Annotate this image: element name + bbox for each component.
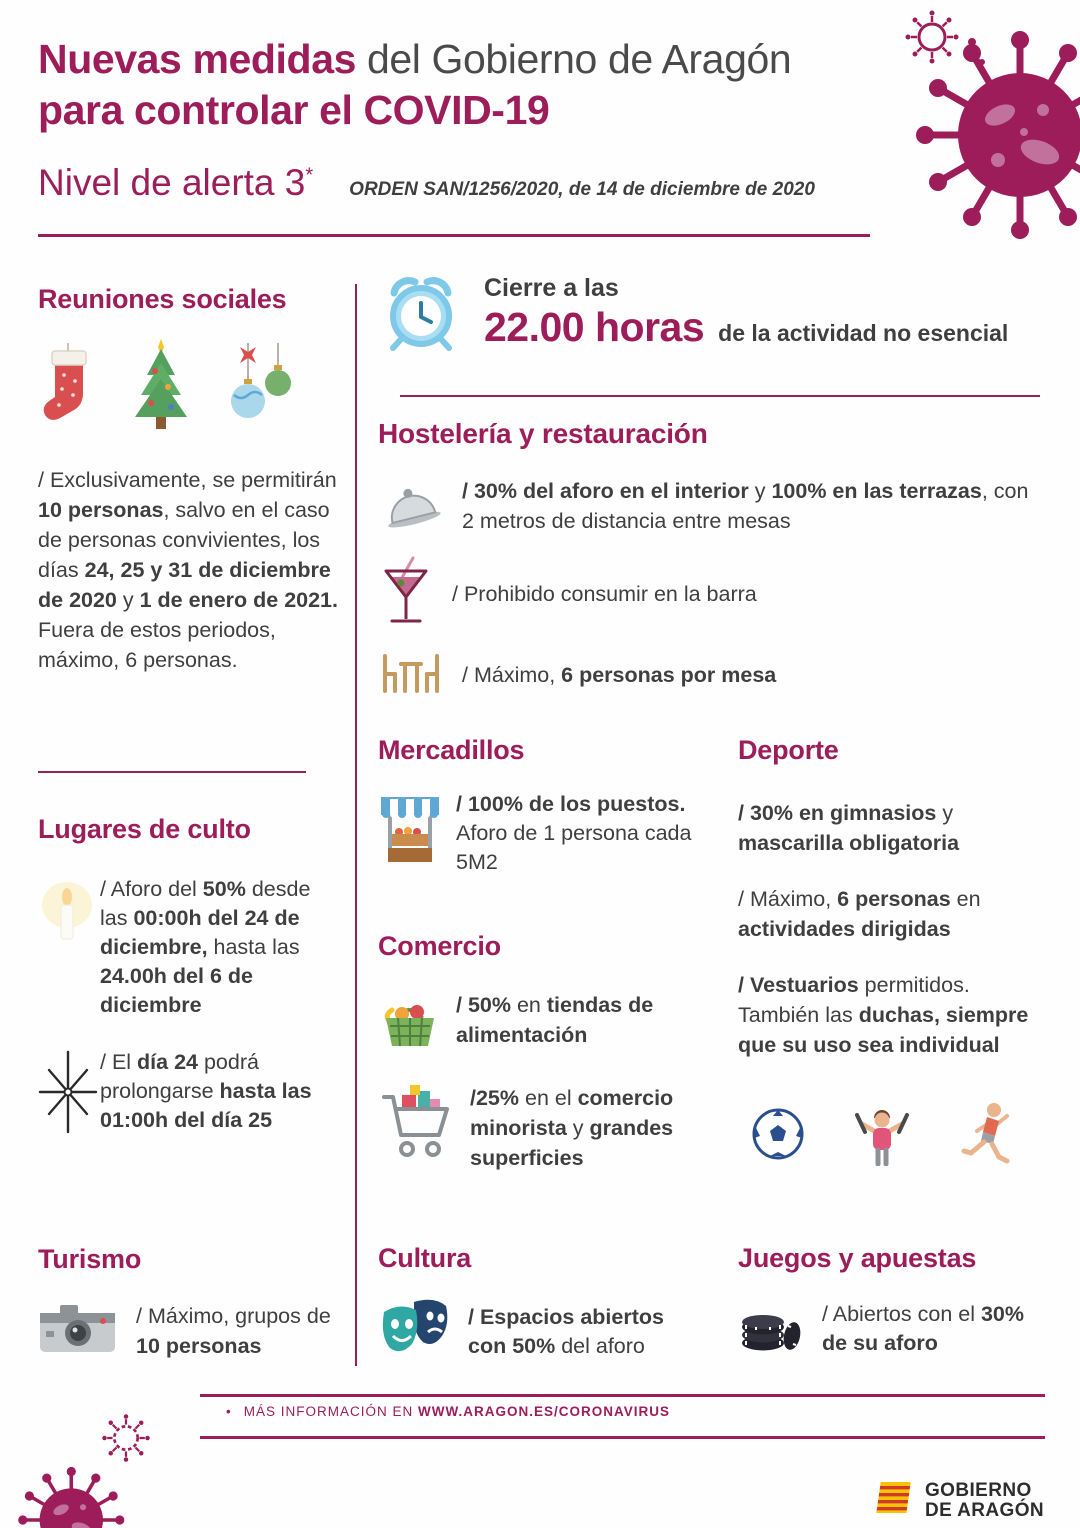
gov-logo-text: GOBIERNO DE ARAGÓN	[924, 1479, 1044, 1521]
cloche-icon	[378, 476, 444, 539]
cultura-bullet-1: / Espacios abiertos con 50% del aforo	[468, 1304, 664, 1358]
comercio-bullet-2: /25% en el comercio minorista y grandes superficies	[470, 1086, 674, 1170]
deporte-bullet-2: / Máximo, 6 personas en actividades dirigidas	[738, 887, 981, 941]
order-reference: ORDEN SAN/1256/2020, de 14 de diciembre de 2020	[349, 179, 815, 200]
turismo-bullet-1: / Máximo, grupos de 10 personas	[136, 1303, 331, 1358]
christmas-ornaments-icon	[226, 343, 296, 439]
footer-info	[226, 1404, 670, 1419]
virus-dots-icon	[962, 34, 992, 79]
mercadillos-title: Mercadillos	[378, 735, 525, 765]
lugares-title: Lugares de culto	[38, 814, 251, 844]
christmas-stocking-icon	[40, 343, 96, 439]
closing-intro: Cierre a las	[484, 274, 619, 302]
lugares-bullet-2: / El día 24 podrá prolongarse hasta las 01:00h del día 25	[100, 1050, 312, 1132]
alert-level: Nivel de alerta 3*	[38, 162, 314, 203]
table-chairs-icon	[378, 648, 444, 701]
deporte-bullet-1: / 30% en gimnasios y mascarilla obligatoria	[738, 801, 960, 855]
comercio-title: Comercio	[378, 931, 501, 961]
virus-outline-icon	[903, 8, 961, 71]
footer-info-text: MÁS INFORMACIÓN EN WWW.ARAGON.ES/CORONAVIRUS	[243, 1404, 671, 1419]
section-cultura	[378, 1243, 708, 1367]
section-juegos	[738, 1243, 1050, 1361]
section-hosteleria	[378, 418, 1040, 701]
mercadillos-bullet-1: / 100% de los puestos. Aforo de 1 persona cada 5M2	[456, 792, 692, 874]
hosteleria-bullet-3: / Máximo, 6 personas por mesa	[462, 662, 777, 687]
section-deporte	[738, 735, 1050, 1086]
vertical-divider	[355, 284, 357, 1366]
footer-divider-top	[200, 1394, 1045, 1397]
food-basket-icon	[378, 990, 442, 1057]
section-turismo	[38, 1244, 340, 1362]
section-reuniones	[38, 284, 340, 675]
section-comercio	[378, 931, 708, 1174]
section-lugares	[38, 814, 340, 1141]
christmas-icons	[38, 335, 340, 439]
deporte-title: Deporte	[738, 735, 839, 765]
lugares-bullet-1: / Aforo del 50% desde las 00:00h del 24 de diciembre, hasta las 24.00h del 6 de diciembre	[100, 877, 311, 1017]
sports-icons	[750, 1101, 1014, 1167]
closing-time: 22.00 horas	[484, 304, 705, 350]
dumbbell-person-icon	[850, 1102, 914, 1166]
candle-icon	[38, 875, 100, 952]
left-divider	[38, 771, 306, 773]
alarm-clock-icon	[380, 272, 462, 359]
section-mercadillos	[378, 735, 708, 877]
turismo-title: Turismo	[38, 1244, 142, 1274]
market-stall-icon	[378, 790, 442, 875]
christmas-tree-icon	[124, 337, 198, 439]
reuniones-body: / Exclusivamente, se permitirán 10 personas, salvo en el caso de personas convivientes, los días 24, 25 y 31 de diciembre de 2020 y 1 de enero de 2021. Fuera de estos periodos, máximo, 6 personas.	[38, 468, 338, 672]
shopping-cart-icon	[378, 1083, 456, 1174]
hosteleria-bullet-2: / Prohibido consumir en la barra	[452, 581, 757, 606]
cocktail-icon	[378, 553, 434, 634]
comercio-bullet-1: / 50% en tiendas de alimentación	[456, 993, 654, 1047]
gobierno-aragon-logo	[873, 1480, 1044, 1521]
juegos-bullet-1: / Abiertos con el 30% de su aforo	[822, 1301, 1024, 1355]
deporte-bullet-3: / Vestuarios permitidos. También las duchas, siempre que su uso sea individual	[738, 973, 1029, 1057]
poker-chips-icon	[738, 1296, 802, 1361]
star-sparkle-icon	[38, 1048, 100, 1141]
aragon-flag-icon	[873, 1480, 915, 1521]
page-title: Nuevas medidas del Gobierno de Aragón para controlar el COVID-19	[38, 36, 792, 133]
hosteleria-title: Hostelería y restauración	[378, 418, 708, 449]
alert-asterisk: *	[305, 164, 314, 187]
camera-icon	[38, 1299, 118, 1362]
theater-masks-icon	[378, 1296, 454, 1367]
footer-divider-bottom	[200, 1436, 1045, 1439]
hosteleria-bullet-1: / 30% del aforo en el interior y 100% en las terrazas, con 2 metros de distancia entre mesas	[462, 479, 1029, 533]
header	[38, 34, 878, 237]
virus-icon	[10, 1456, 130, 1528]
cultura-title: Cultura	[378, 1243, 472, 1273]
reuniones-title: Reuniones sociales	[38, 284, 287, 314]
closing-banner	[380, 272, 1008, 359]
footer-url: WWW.ARAGON.ES/CORONAVIRUS	[418, 1404, 671, 1419]
closing-divider	[400, 395, 1040, 397]
footer-bullet: •	[226, 1404, 232, 1419]
soccer-ball-icon	[750, 1106, 806, 1162]
juegos-title: Juegos y apuestas	[738, 1243, 977, 1273]
closing-suffix: de la actividad no esencial	[718, 320, 1009, 346]
runner-icon	[958, 1101, 1014, 1167]
header-divider	[38, 234, 870, 237]
